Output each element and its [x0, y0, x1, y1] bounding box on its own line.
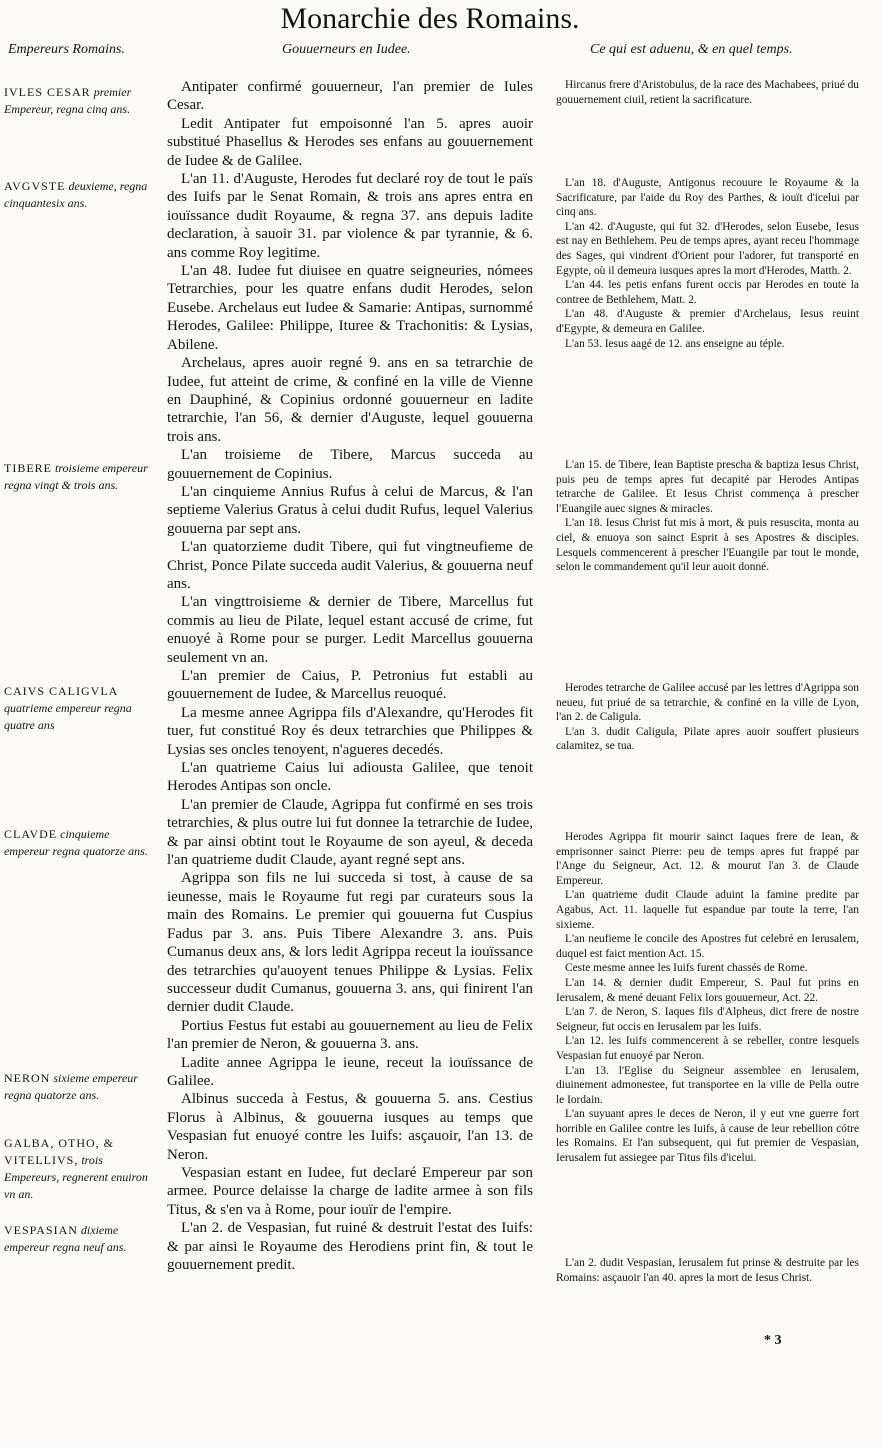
event-paragraph: L'an suyuant apres le deces de Neron, il y eut vne guerre fort horrible en Galilee contre les Iuifs, à cause de leur rebellion cótre les Romains. Et l'an subsequent, qui fut premier de Vespasian, Ierusalem fut assiegee par Titus fils d'icelui.: [556, 1108, 859, 1165]
emperor-entry: [4, 826, 154, 860]
events-block: [556, 681, 859, 754]
page-title: Monarchie des Romains.: [280, 2, 580, 35]
governor-paragraph: Archelaus, apres auoir regné 9. ans en sa tetrarchie de Iudee, fut atteint de crime, & confiné en la ville de Vienne en Dauphiné, & Copinius ordonné gouuerneur en ladite tetrarchie, l'an 56, & dernier d'Auguste, lequel gouuerna trois ans.: [167, 355, 533, 445]
governor-paragraph: Agrippa son fils ne lui succeda si tost, à cause de sa ieunesse, mais le Royaume fut regi par curateurs sous la main des Romains. Le premier qui gouuerna fut Cuspius Fadus par 3. ans. Puis Tibere Alexandre 3. ans. Puis Cumanus deux ans, & lors ledit Agrippa receut la iouïssance des tetrarchies qu'auoyent tenues Philippe & Lysias. Felix successeur dudit Cumanus, gouuerna 3. ans, qui finirent l'an dernier dudit Claude.: [167, 870, 533, 1016]
event-paragraph: L'an 48. d'Auguste & premier d'Archelaus, Iesus reuint d'Egypte, & demeura en Galilee.: [556, 308, 859, 335]
emperor-reign: trois Empereurs, regnerent enuiron vn an.: [4, 1153, 148, 1201]
event-paragraph: Hircanus frere d'Aristobulus, de la race des Machabees, priué du gouuernement ciuil, retient la sacrificature.: [556, 79, 859, 106]
event-paragraph: L'an 44. les petis enfans furent occis par Herodes en toute la contree de Bethlehem, Matt. 2.: [556, 279, 859, 306]
governor-paragraph: L'an 48. Iudee fut diuisee en quatre seigneuries, nómees Tetrarchies, pour les quatre enfans dudit Herodes, selon Eusebe. Archelaus eut Iudee & Samarie: Antipas, surnommé Herodes, Galilee: Philippe, Ituree & Trachonitis: & Lysias, Abilene.: [167, 263, 533, 353]
governor-paragraph: Vespasian estant en Iudee, fut declaré Empereur par son armee. Pource delaisse la charge de ladite armee à son fils Titus, & s'en va à Rome, pour iouïr de l'empire.: [167, 1164, 533, 1218]
governor-paragraph: L'an quatorzieme dudit Tibere, qui fut vingtneufieme de Christ, Ponce Pilate succeda audit Valerius, & gouuerna neuf ans.: [167, 539, 533, 592]
governor-paragraph: L'an premier de Claude, Agrippa fut confirmé en ses trois tetrarchies, & plus outre lui fut donnee la tetrarchie de Iudee, & par ainsi obtint tout le Royaume de son ayeul, & deceda l'an quatrieme dudit Claude, ayant regné sept ans.: [167, 796, 533, 869]
emperor-entry: [4, 1070, 154, 1104]
governor-paragraph: Antipater confirmé gouuerneur, l'an premier de Iules Cesar.: [167, 79, 533, 114]
event-paragraph: L'an 7. de Neron, S. Iaques fils d'Alpheus, dict frere de nostre Seigneur, fut occis en Ierusalem par les Iuifs.: [556, 1006, 859, 1033]
event-paragraph: L'an 15. de Tibere, Iean Baptiste prescha & baptiza Iesus Christ, puis peu de temps apres fut decapité par Herodes Antipas tetrarche de Galilee. Et Iesus Christ commença à prescher l'Euangile auec signes & miracles.: [556, 459, 859, 515]
emperor-reign: premier Empereur, regna cinq ans.: [4, 85, 132, 116]
emperor-reign: sixieme empereur regna quatorze ans.: [4, 1071, 138, 1102]
header-emperors: Empereurs Romains.: [8, 42, 125, 57]
governor-paragraph: L'an cinquieme Annius Rufus à celui de Marcus, & l'an septieme Valerius Gratus à celui dudit Rufus, lequel Valerius gouuerna par sept ans.: [167, 483, 533, 537]
governor-paragraph: L'an troisieme de Tibere, Marcus succeda au gouuernement de Copinius.: [167, 447, 533, 482]
header-events: Ce qui est aduenu, & en quel temps.: [590, 42, 793, 57]
governor-paragraph: L'an 11. d'Auguste, Herodes fut declaré roy de tout le païs des Iuifs par le Senat Romain, & trois ans apres entra en iouïssance dudit Royaume, & regna 37. ans depuis ladite declaration, à sauoir 31. par violence & par tyrannie, & 6. ans comme Roy legitime.: [167, 171, 533, 261]
event-paragraph: L'an 42. d'Auguste, qui fut 32. d'Herodes, selon Eusebe, Iesus est nay en Bethlehem. Peu de temps apres, ayant receu l'hommage des Sages, qui vindrent d'Orient pour l'adorer, fut transporté en Egypte, où il demeura iusques apres la mort d'Herodes, Matth. 2.: [556, 220, 859, 277]
governor-paragraph: Ladite annee Agrippa le ieune, receut la iouïssance de Galilee.: [167, 1054, 533, 1089]
governor-paragraph: Portius Festus fut estabi au gouuernement au lieu de Felix l'an premier de Neron, & gouuerna 3. ans.: [167, 1017, 533, 1053]
emperor-name: CLAVDE: [4, 827, 58, 841]
emperor-name: CAIVS CALIGVLA: [4, 684, 119, 698]
emperor-name: TIBERE: [4, 461, 52, 475]
emperor-name: AVGVSTE: [4, 179, 66, 193]
emperor-name: VESPASIAN: [4, 1223, 78, 1237]
emperor-reign: deuxieme, regna cinquantesix ans.: [4, 179, 148, 210]
emperor-entry: [4, 460, 154, 494]
emperor-reign: dixieme empereur regna neuf ans.: [4, 1223, 127, 1254]
governor-paragraph: L'an quatrieme Caius lui adiousta Galilee, que tenoit Herodes Antipas son oncle.: [167, 760, 533, 795]
event-paragraph: Herodes tetrarche de Galilee accusé par les lettres d'Agrippa son neueu, fut priué de sa tetrarchie, & confiné en la ville de Lyon, l'an 2. de Caligula.: [556, 682, 859, 724]
event-paragraph: L'an 13. l'Eglise du Seigneur assemblee en Ierusalem, diuinement admonestee, fut transportee en la ville de Pella outre le Iordain.: [556, 1064, 859, 1106]
event-paragraph: L'an 12. les Iuifs commencerent à se rebeller, contre lesquels Vespasian fut enuoyé par Neron.: [556, 1035, 859, 1062]
governor-paragraph: L'an 2. de Vespasian, fut ruiné & destruit l'estat des Iuifs: & par ainsi le Royaume des Herodiens print fin, & tout le gouuernement predit.: [167, 1220, 533, 1273]
emperor-reign: quatrieme empereur regna quatre ans: [4, 701, 132, 732]
emperor-name: GALBA, OTHO, & VITELLIVS,: [4, 1136, 114, 1167]
events-block: [556, 176, 859, 351]
event-paragraph: L'an 14. & dernier dudit Empereur, S. Paul fut prins en Ierusalem, & mené deuant Felix lors gouuerneur, Act. 22.: [556, 976, 859, 1004]
events-block: [556, 78, 859, 107]
events-block: [556, 1256, 859, 1285]
emperor-name: NERON: [4, 1071, 51, 1085]
emperor-entry: [4, 1135, 154, 1203]
event-paragraph: Herodes Agrippa fit mourir sainct Iaques frere de Iean, & emprisonner sainct Pierre: peu de temps apres fut frappé par l'Ange du Seigneur, Act. 12. & mourut l'an 3. de Claude Empereur.: [556, 831, 859, 887]
governor-paragraph: Albinus succeda à Festus, & gouuerna 5. ans. Cestius Florus à Albinus, & gouuerna iusques au temps que Vespasian fut enuoyé contre les Iuifs: asçauoir, l'an 13. de Neron.: [167, 1091, 533, 1163]
events-block: [556, 830, 859, 1166]
governor-paragraph: L'an premier de Caius, P. Petronius fut establi au gouuernement de Iudee, & Marcellus reuoqué.: [167, 668, 533, 703]
page-number: * 3: [764, 1333, 782, 1348]
governors-column: [167, 78, 533, 1274]
emperor-entry: [4, 683, 154, 734]
event-paragraph: L'an 18. d'Auguste, Antigonus recouure le Royaume & la Sacrificature, par l'aide du Roy des Parthes, & iouït d'icelui par cinq ans.: [556, 177, 859, 219]
event-paragraph: L'an 2. dudit Vespasian, Ierusalem fut prinse & destruite par les Romains: asçauoir l'an 40. apres la mort de Iesus Christ.: [556, 1257, 859, 1284]
emperor-entry: [4, 84, 154, 118]
emperor-reign: cinquieme empereur regna quatorze ans.: [4, 827, 148, 858]
emperor-reign: troisieme empereur regna vingt & trois ans.: [4, 461, 148, 492]
header-governors: Gouuerneurs en Iudee.: [282, 42, 411, 57]
event-paragraph: L'an 53. Iesus aagé de 12. ans enseigne au téple.: [565, 337, 785, 350]
emperor-entry: [4, 1222, 154, 1256]
governor-paragraph: La mesme annee Agrippa fils d'Alexandre, qu'Herodes fit tuer, fut constitué Roy és deux tetrarchies que Philippes & Lysias ses oncles tenoyent, n'agueres decedés.: [167, 704, 533, 758]
event-paragraph: L'an 18. Iesus Christ fut mis à mort, & puis resuscita, monta au ciel, & enuoya son sainct Esprit à ses Apostres & disciples. Lesquels commencerent à prescher l'Euangile par tout le monde, selon le commandement qu'il leur auoit donné.: [556, 517, 859, 574]
emperor-entry: [4, 178, 154, 212]
governor-paragraph: L'an vingttroisieme & dernier de Tibere, Marcellus fut commis au lieu de Pilate, lequel estant accusé de crime, fut enuoyé à Rome pour se purger. Ledit Marcellus gouuerna seulement vn an.: [167, 594, 533, 666]
event-paragraph: L'an 3. dudit Caligula, Pilate apres auoir souffert plusieurs calamitez, se tua.: [556, 725, 859, 753]
event-paragraph: Ceste mesme annee les Iuifs furent chassés de Rome.: [565, 962, 808, 975]
event-paragraph: L'an neufieme le concile des Apostres fut celebré en Ierusalem, duquel est faict mention Act. 15.: [556, 933, 859, 960]
event-paragraph: L'an quatrieme dudit Claude aduint la famine predite par Agabus, Act. 11. laquelle fut espandue par toute la terre, l'an sixieme.: [556, 889, 859, 931]
governor-paragraph: Ledit Antipater fut empoisonné l'an 5. apres auoir substitué Phasellus & Herodes ses enfans au gouuernement de Iudee & de Galilee.: [167, 115, 533, 169]
events-block: [556, 458, 859, 575]
emperor-name: IVLES CESAR: [4, 85, 91, 99]
